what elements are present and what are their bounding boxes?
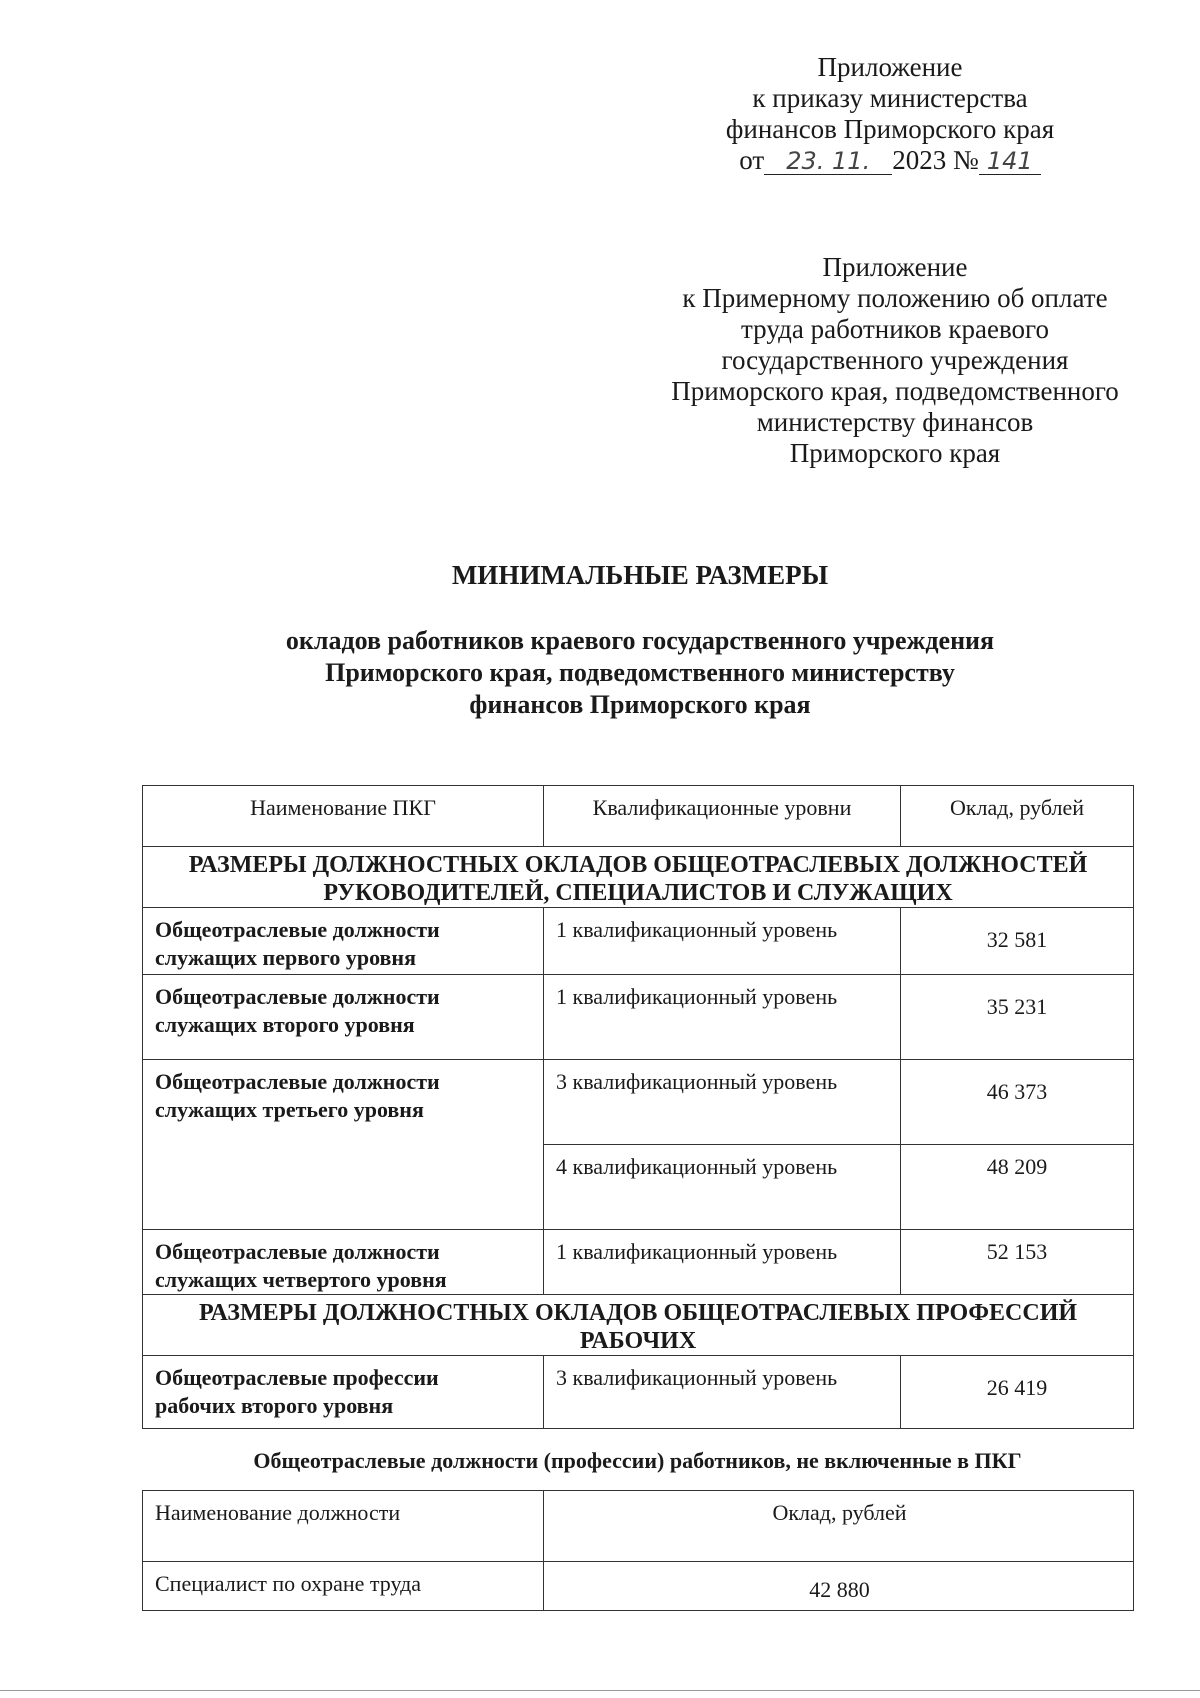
appendix-line: Приморского края xyxy=(789,438,1001,468)
pkg-name-line: Общеотраслевые должности xyxy=(155,1239,440,1264)
table-header-row xyxy=(143,786,1134,847)
pkg-name-line: Общеотраслевые должности xyxy=(155,984,440,1009)
appendix-line: к Примерному положению об оплате xyxy=(682,283,1108,313)
section-row-workers xyxy=(143,1295,1134,1356)
appendix-line: к приказу министерства xyxy=(752,83,1028,113)
pkg-name-cell xyxy=(143,1230,544,1295)
salary-cell: 48 209 xyxy=(901,1145,1134,1230)
subtitle-line: окладов работников краевого государственного учреждения xyxy=(285,626,995,655)
pkg-name-line: служащих четвертого уровня xyxy=(155,1267,447,1292)
header-position-name: Наименование должности xyxy=(143,1491,544,1562)
header-salary: Оклад, рублей xyxy=(901,786,1134,847)
appendix-line: финансов Приморского края xyxy=(725,114,1055,144)
section-heading xyxy=(143,1295,1134,1356)
order-year: 2023 № xyxy=(892,145,979,175)
table-row xyxy=(143,908,1134,975)
pkg-name-line: Общеотраслевые должности xyxy=(155,917,440,942)
subtitle-line: финансов Приморского края xyxy=(469,690,811,719)
salary-cell: 46 373 xyxy=(901,1060,1134,1145)
appendix-line: Приморского края, подведомственного xyxy=(671,376,1119,406)
section-heading xyxy=(143,847,1134,908)
table-row xyxy=(143,1230,1134,1295)
header-pkg-name: Наименование ПКГ xyxy=(143,786,544,847)
salary-cell: 35 231 xyxy=(901,975,1134,1060)
date-prefix: от xyxy=(739,145,765,175)
salary-cell: 26 419 xyxy=(901,1356,1134,1429)
pkg-name-cell xyxy=(143,1060,544,1230)
pkg-name-line: рабочих второго уровня xyxy=(155,1393,394,1418)
page-edge-line xyxy=(0,1690,1200,1691)
pkg-name-line: служащих второго уровня xyxy=(155,1012,415,1037)
date-field xyxy=(764,147,892,175)
handwritten-date: 23. 11. xyxy=(786,147,871,175)
appendix-line: государственного учреждения xyxy=(721,345,1069,375)
appendix-regulation-block xyxy=(615,252,1175,469)
appendix-line: труда работников краевого xyxy=(741,314,1049,344)
appendix-line: Приложение xyxy=(817,52,963,82)
section-heading-line: РАЗМЕРЫ ДОЛЖНОСТНЫХ ОКЛАДОВ ОБЩЕОТРАСЛЕВЫХ ДОЛЖНОСТЕЙ xyxy=(188,852,1088,878)
pkg-name-line: Общеотраслевые профессии xyxy=(155,1365,439,1390)
qualification-level-cell: 1 квалификационный уровень xyxy=(544,908,901,975)
table-row xyxy=(143,1562,1134,1611)
document-title: МИНИМАЛЬНЫЕ РАЗМЕРЫ xyxy=(451,560,829,590)
pkg-name-line: Общеотраслевые должности xyxy=(155,1069,440,1094)
document-subtitle xyxy=(140,625,1140,721)
qualification-level-cell: 3 квалификационный уровень xyxy=(544,1356,901,1429)
subtitle-line: Приморского края, подведомственного министерству xyxy=(325,658,955,687)
qualification-level-cell: 3 квалификационный уровень xyxy=(544,1060,901,1145)
salary-cell: 42 880 xyxy=(544,1562,1134,1611)
section-heading-line: РУКОВОДИТЕЛЕЙ, СПЕЦИАЛИСТОВ И СЛУЖАЩИХ xyxy=(323,880,953,906)
table-row xyxy=(143,975,1134,1060)
handwritten-number: 141 xyxy=(986,147,1033,175)
qualification-level-cell: 1 квалификационный уровень xyxy=(544,975,901,1060)
table-header-row xyxy=(143,1491,1134,1562)
pkg-name-line: служащих первого уровня xyxy=(155,945,417,970)
header-qualification-levels: Квалификационные уровни xyxy=(544,786,901,847)
salary-cell: 52 153 xyxy=(901,1230,1134,1295)
appendix-line: Приложение xyxy=(822,252,968,282)
table-row xyxy=(143,1356,1134,1429)
salary-table-non-pkg xyxy=(142,1490,1134,1611)
pkg-name-cell xyxy=(143,908,544,975)
salary-table-pkg xyxy=(142,785,1134,1429)
number-field xyxy=(979,147,1041,175)
qualification-level-cell: 4 квалификационный уровень xyxy=(544,1145,901,1230)
salary-cell: 32 581 xyxy=(901,908,1134,975)
pkg-name-cell xyxy=(143,1356,544,1429)
table2-caption: Общеотраслевые должности (профессии) работников, не включенные в ПКГ xyxy=(253,1448,1022,1473)
position-name-cell: Специалист по охране труда xyxy=(143,1562,544,1611)
appendix-order-block xyxy=(680,52,1100,176)
qualification-level-cell: 1 квалификационный уровень xyxy=(544,1230,901,1295)
pkg-name-cell xyxy=(143,975,544,1060)
section-heading-line: РАБОЧИХ xyxy=(579,1328,697,1354)
order-date-line xyxy=(680,145,1100,176)
header-salary: Оклад, рублей xyxy=(544,1491,1134,1562)
appendix-line: министерству финансов xyxy=(756,407,1034,437)
pkg-name-line: служащих третьего уровня xyxy=(155,1097,424,1122)
table-row xyxy=(143,1060,1134,1145)
section-heading-line: РАЗМЕРЫ ДОЛЖНОСТНЫХ ОКЛАДОВ ОБЩЕОТРАСЛЕВЫХ ПРОФЕССИЙ xyxy=(198,1300,1078,1326)
section-row-employees xyxy=(143,847,1134,908)
